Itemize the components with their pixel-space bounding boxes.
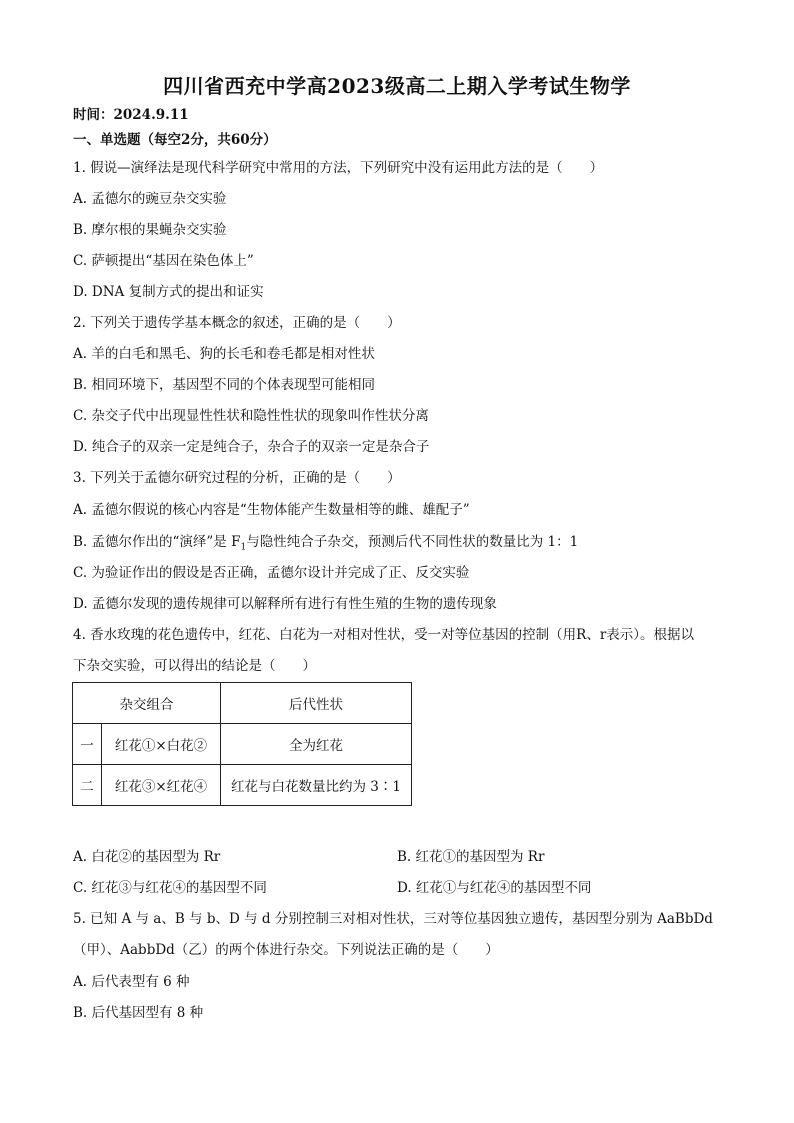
q3-option-b-post: 与隐性纯合子杂交，预测后代不同性状的数量比为 1：1 [246,534,579,550]
q5-option-a: A. 后代表型有 6 种 [73,974,190,990]
q3-option-b-pre: B. 孟德尔作出的“演绎”是 F [73,534,241,550]
table-cell-offspring: 全为红花 [221,724,412,765]
q4-stem-line2: 下杂交实验，可以得出的结论是（ ） [73,658,316,674]
q2-stem: 2. 下列关于遗传学基本概念的叙述，正确的是（ ） [73,315,401,331]
q1-option-a: A. 孟德尔的豌豆杂交实验 [73,191,227,207]
q4-option-a: A. 白花②的基因型为 Rr [73,849,221,865]
exam-title: 四川省西充中学高2023级高二上期入学考试生物学 [163,74,631,98]
q1-stem: 1. 假说—演绎法是现代科学研究中常用的方法，下列研究中没有运用此方法的是（ ） [73,160,604,176]
q4-option-b: B. 红花①的基因型为 Rr [397,849,545,865]
table-cell-group: 一 [73,724,102,765]
q4-option-c: C. 红花③与红花④的基因型不同 [73,880,267,896]
section-heading: 一、单选题（每空2分，共60分） [73,132,277,148]
q3-option-a: A. 孟德尔假说的核心内容是“生物体能产生数量相等的雌、雄配子” [73,502,470,518]
q2-option-a: A. 羊的白毛和黑毛、狗的长毛和卷毛都是相对性状 [73,346,375,362]
q3-option-b-subscript: 1 [240,542,247,553]
q5-stem-line1: 5. 已知 A 与 a、B 与 b、D 与 d 分别控制三对相对性状，三对等位基因独立遗传，基因型分别为 AaBbDd [73,911,713,927]
q1-option-b: B. 摩尔根的果蝇杂交实验 [73,222,227,238]
q5-option-b: B. 后代基因型有 8 种 [73,1005,204,1021]
q1-option-d: D. DNA 复制方式的提出和证实 [73,284,264,300]
q3-option-d: D. 孟德尔发现的遗传规律可以解释所有进行有性生殖的生物的遗传现象 [73,596,497,612]
table-cell-cross: 红花③×红花④ [102,765,221,806]
q5-stem-line2: （甲）、AabbDd（乙）的两个体进行杂交。下列说法正确的是（ ） [73,942,499,958]
q2-option-b: B. 相同环境下，基因型不同的个体表现型可能相同 [73,377,376,393]
q1-option-c: C. 萨顿提出“基因在染色体上” [73,253,254,269]
table-header-cross: 杂交组合 [73,683,221,724]
cross-experiment-table [72,682,412,806]
table-header-offspring: 后代性状 [221,683,412,724]
q3-stem: 3. 下列关于孟德尔研究过程的分析，正确的是（ ） [73,470,401,486]
table-cell-group: 二 [73,765,102,806]
table-header-row [73,683,412,724]
table-row [73,724,412,765]
table-cell-cross: 红花①×白花② [102,724,221,765]
table-row [73,765,412,806]
exam-time: 时间：2024.9.11 [73,107,189,123]
q4-option-d: D. 红花①与红花④的基因型不同 [397,880,592,896]
q3-option-b [73,533,578,557]
q2-option-d: D. 纯合子的双亲一定是纯合子，杂合子的双亲一定是杂合子 [73,439,430,455]
q3-option-c: C. 为验证作出的假设是否正确，孟德尔设计并完成了正、反交实验 [73,565,470,581]
q2-option-c: C. 杂交子代中出现显性性状和隐性性状的现象叫作性状分离 [73,408,429,424]
q4-stem-line1: 4. 香水玫瑰的花色遗传中，红花、白花为一对相对性状，受一对等位基因的控制（用R、r表示）。根据以 [73,627,695,643]
table-cell-offspring: 红花与白花数量比约为 3∶1 [221,765,412,806]
